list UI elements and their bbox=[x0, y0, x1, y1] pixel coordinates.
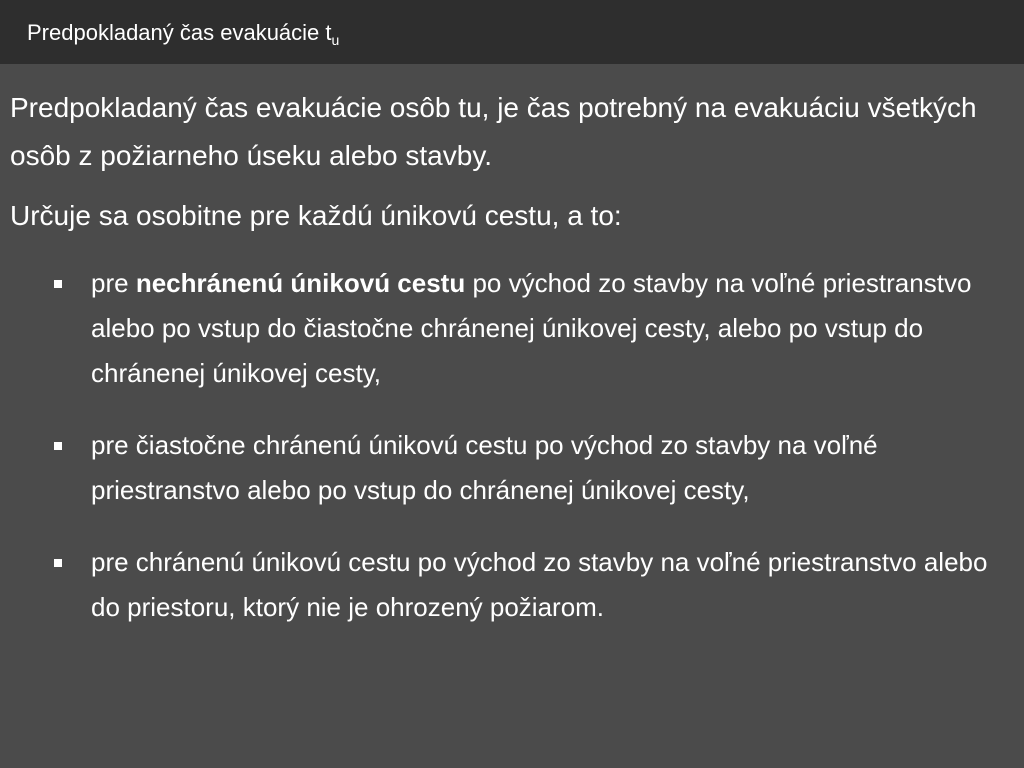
square-bullet-icon bbox=[54, 559, 62, 567]
slide-title-subscript: u bbox=[331, 32, 340, 48]
bullet-item-unprotected bbox=[10, 261, 1000, 396]
bullet-prefix: pre bbox=[91, 268, 136, 298]
bullet-item-partially-protected bbox=[10, 423, 1000, 513]
bullet-item-protected bbox=[10, 540, 1000, 630]
slide-title bbox=[27, 19, 339, 47]
paragraph-intro: Určuje sa osobitne pre každú únikovú cestu, a to: bbox=[10, 200, 622, 231]
bullet-text: po východ zo stavby na voľné priestranstvo alebo po vstup do čiastočne chránenej únikovej cesty, alebo po vstup do chránenej únikovej cesty, bbox=[91, 268, 972, 388]
paragraph-definition: Predpokladaný čas evakuácie osôb tu, je čas potrebný na evakuáciu všetkých osôb z požiarneho úseku alebo stavby. bbox=[10, 92, 977, 171]
slide-header bbox=[0, 0, 1024, 64]
bullet-bold-term: nechránenú únikovú cestu bbox=[135, 268, 466, 298]
square-bullet-icon bbox=[54, 442, 62, 450]
slide-content bbox=[10, 84, 1000, 657]
slide-title-text: Predpokladaný čas evakuácie t bbox=[27, 20, 332, 45]
bullet-list bbox=[10, 261, 1000, 630]
square-bullet-icon bbox=[54, 280, 62, 288]
bullet-text: pre chránenú únikovú cestu po východ zo stavby na voľné priestranstvo alebo do priestoru, ktorý nie je ohrozený požiarom. bbox=[91, 547, 988, 622]
bullet-text: pre čiastočne chránenú únikovú cestu po východ zo stavby na voľné priestranstvo alebo po vstup do chránenej únikovej cesty, bbox=[91, 430, 878, 505]
